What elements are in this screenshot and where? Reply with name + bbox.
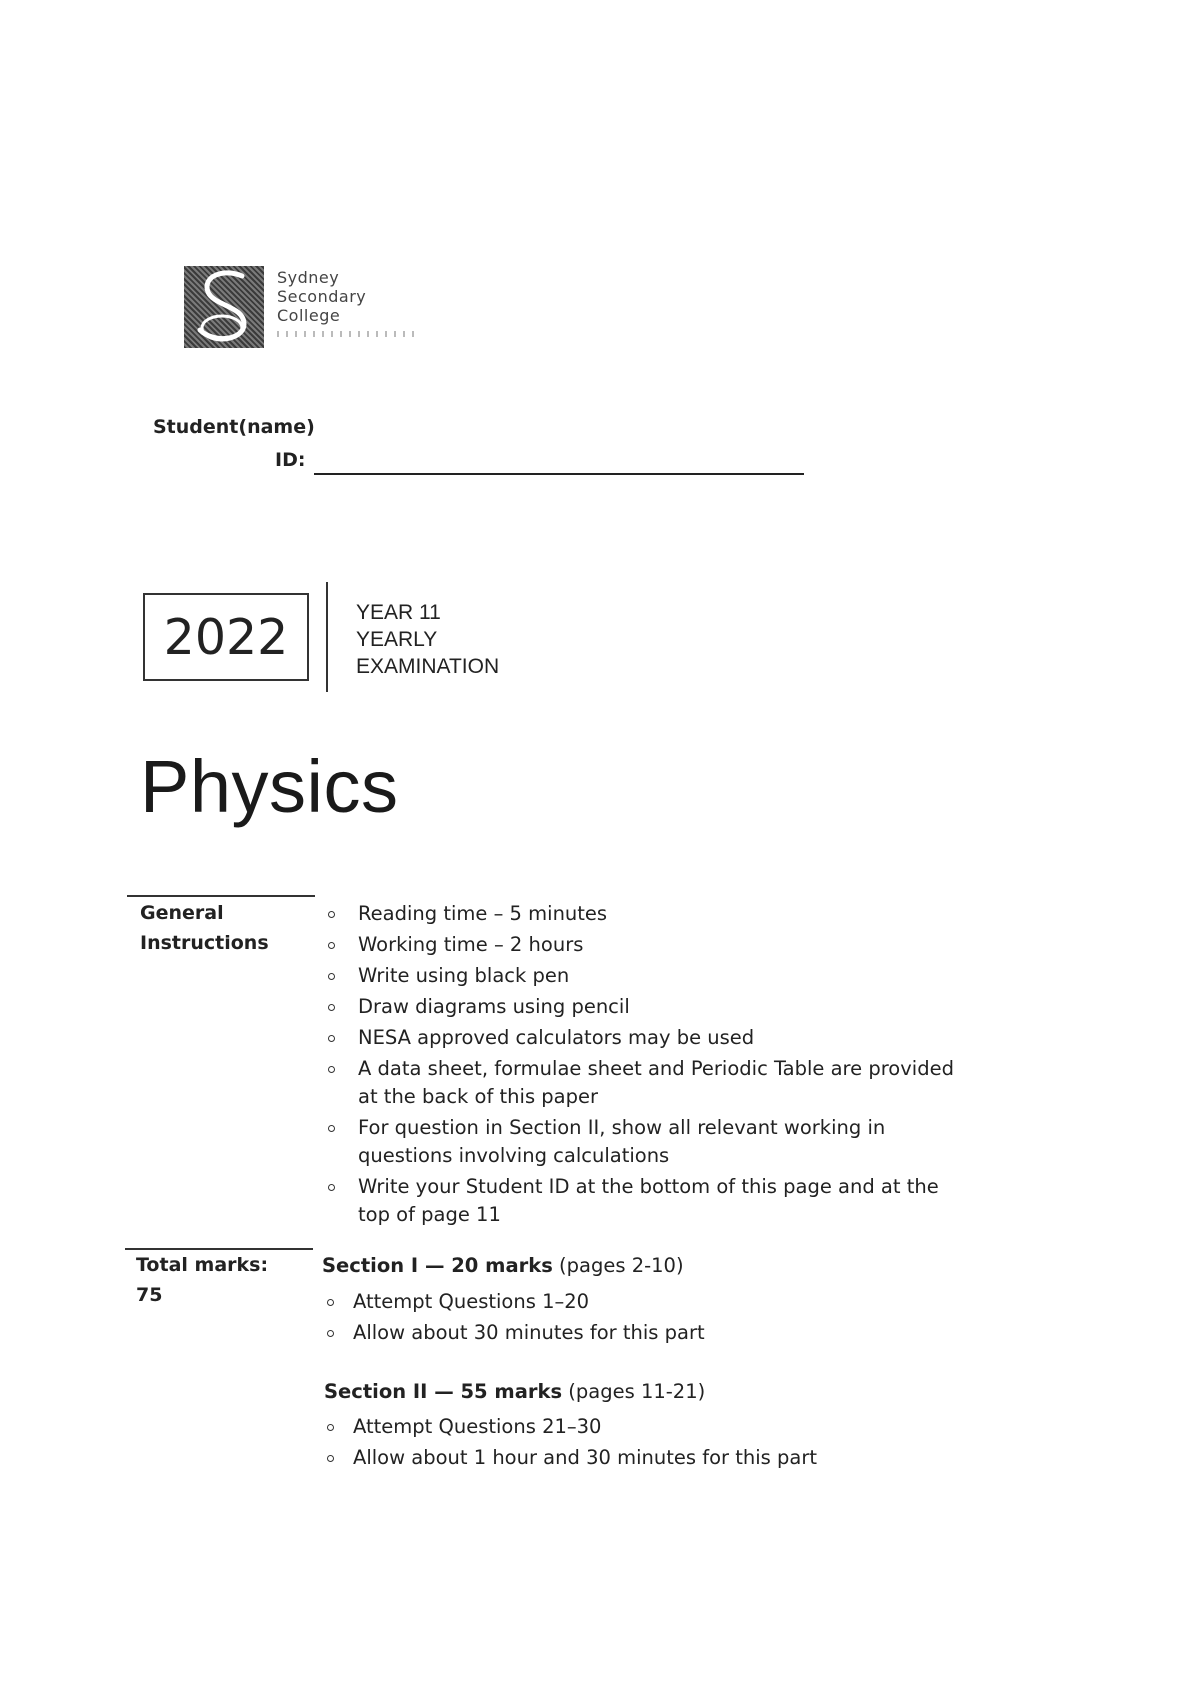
section-1-list (325, 1288, 945, 1350)
list-item (324, 1024, 964, 1052)
general-label-line: General (140, 902, 224, 924)
total-marks-text: Total marks: (136, 1254, 269, 1276)
bullet-icon (328, 911, 335, 918)
instruction-text: Reading time – 5 minutes (358, 902, 608, 925)
instruction-text: Write using black pen (358, 964, 570, 987)
general-instructions-label (140, 898, 269, 958)
instruction-text: Write your Student ID at the bottom of this page and at the top of page 11 (358, 1175, 939, 1226)
subject-title: Physics (140, 745, 399, 828)
exam-title-line: YEAR 11 (356, 601, 441, 624)
logo-tagline-dots (277, 331, 417, 337)
section-pages: (pages 2-10) (552, 1254, 684, 1277)
section-2-list (325, 1413, 945, 1475)
section-item-text: Attempt Questions 1–20 (353, 1290, 590, 1313)
instruction-text: NESA approved calculators may be used (358, 1026, 755, 1049)
list-item (324, 1173, 964, 1229)
year-divider (326, 582, 328, 692)
college-name-line: Secondary (277, 287, 367, 306)
instruction-text: A data sheet, formulae sheet and Periodic Table are provided at the back of this paper (358, 1057, 954, 1108)
list-item (324, 1055, 964, 1111)
exam-title-line: EXAMINATION (356, 655, 500, 678)
list-item (324, 993, 964, 1021)
instruction-text: Working time – 2 hours (358, 933, 584, 956)
list-item (324, 1114, 964, 1170)
student-id-label: ID: (275, 449, 306, 471)
section-item-text: Allow about 30 minutes for this part (353, 1321, 705, 1344)
exam-title (356, 599, 499, 680)
bullet-icon (327, 1330, 334, 1337)
bullet-icon (328, 1066, 335, 1073)
bullet-icon (327, 1455, 334, 1462)
list-item (324, 900, 964, 928)
total-marks-value: 75 (136, 1284, 163, 1306)
section-title: Section II — 55 marks (324, 1380, 563, 1403)
general-label-line: Instructions (140, 932, 269, 954)
bullet-icon (328, 973, 335, 980)
college-logo (184, 266, 264, 348)
section-item-text: Attempt Questions 21–30 (353, 1415, 602, 1438)
exam-year: 2022 (163, 608, 289, 666)
college-name (277, 268, 366, 325)
section-title: Section I — 20 marks (322, 1254, 553, 1277)
list-item (325, 1413, 945, 1441)
bullet-icon (328, 1125, 335, 1132)
total-marks-label (136, 1250, 268, 1310)
section-2-heading (324, 1380, 705, 1403)
bullet-icon (328, 942, 335, 949)
exam-title-line: YEARLY (356, 628, 438, 651)
list-item (325, 1319, 945, 1347)
list-item (324, 962, 964, 990)
section-1-heading (322, 1254, 684, 1277)
college-name-line: College (277, 306, 341, 325)
bullet-icon (328, 1035, 335, 1042)
instruction-text: For question in Section II, show all relevant working in questions involving calculations (358, 1116, 886, 1167)
instruction-text: Draw diagrams using pencil (358, 995, 630, 1018)
general-instructions-list (324, 900, 964, 1232)
section-pages: (pages 11-21) (562, 1380, 706, 1403)
exam-year-box (143, 593, 309, 681)
bullet-icon (328, 1004, 335, 1011)
logo-s-mark-icon (184, 266, 264, 348)
list-item (325, 1444, 945, 1472)
section-item-text: Allow about 1 hour and 30 minutes for this part (353, 1446, 817, 1469)
list-item (325, 1288, 945, 1316)
general-rule (127, 895, 315, 897)
list-item (324, 931, 964, 959)
student-name-label: Student(name) (153, 416, 315, 438)
bullet-icon (327, 1424, 334, 1431)
college-name-line: Sydney (277, 268, 340, 287)
bullet-icon (327, 1299, 334, 1306)
bullet-icon (328, 1184, 335, 1191)
student-id-write-line[interactable] (314, 473, 804, 475)
